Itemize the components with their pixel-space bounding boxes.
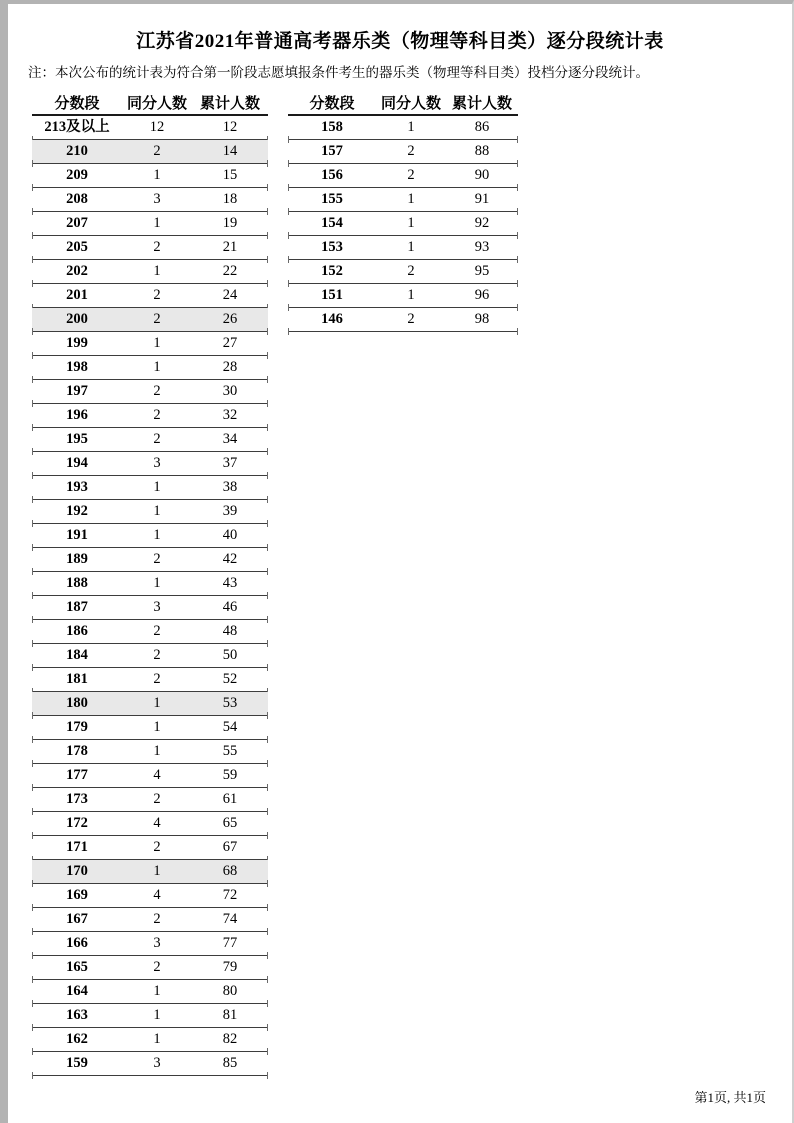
cell-count: 1: [407, 215, 415, 231]
cell-count: 1: [153, 1007, 161, 1023]
cell-cumulative: 77: [222, 935, 238, 951]
cell-cumulative: 12: [222, 119, 238, 135]
cell-score: 188: [66, 575, 88, 591]
cell-count: 2: [153, 959, 161, 975]
cell-cumulative: 48: [222, 623, 238, 639]
cell-cumulative: 79: [222, 959, 238, 975]
table-row: [32, 860, 268, 884]
cell-cumulative: 68: [222, 863, 238, 879]
cell-count: 1: [153, 335, 161, 351]
cell-count: 3: [153, 1055, 161, 1071]
cell-score: 205: [66, 239, 88, 255]
cell-count: 2: [153, 551, 161, 567]
table-row: [32, 644, 268, 668]
cell-score: 213及以上: [44, 119, 110, 135]
cell-score: 155: [321, 191, 343, 207]
table-row: [32, 668, 268, 692]
cell-score: 199: [66, 335, 88, 351]
table-row: [32, 812, 268, 836]
col-header-same-score-count: 同分人数: [380, 96, 441, 112]
cell-cumulative: 93: [474, 239, 490, 255]
table-row: [32, 596, 268, 620]
cell-score: 154: [321, 215, 343, 231]
table-row: [288, 212, 518, 236]
cell-score: 171: [66, 839, 88, 855]
cell-cumulative: 24: [222, 287, 238, 303]
cell-score: 198: [66, 359, 88, 375]
cell-cumulative: 95: [474, 263, 490, 279]
cell-count: 1: [153, 719, 161, 735]
table-row: [288, 284, 518, 308]
table-row: [32, 404, 268, 428]
col-header-score-range: 分数段: [309, 96, 355, 112]
table-row: [32, 1028, 268, 1052]
cell-count: 4: [153, 767, 161, 783]
cell-score: 158: [321, 119, 343, 135]
table-row: [32, 932, 268, 956]
cell-cumulative: 91: [474, 191, 490, 207]
table-row: [32, 716, 268, 740]
table-row: [32, 332, 268, 356]
table-row: [32, 548, 268, 572]
cell-count: 4: [153, 887, 161, 903]
cell-cumulative: 72: [222, 887, 238, 903]
table-row: [288, 116, 518, 140]
cell-score: 172: [66, 815, 88, 831]
cell-score: 180: [66, 695, 88, 711]
cell-count: 1: [153, 575, 161, 591]
table-row: [32, 524, 268, 548]
cell-cumulative: 26: [222, 311, 238, 327]
table-row: [32, 308, 268, 332]
cell-score: 163: [66, 1007, 88, 1023]
cell-score: 184: [66, 647, 88, 663]
table-row: [32, 380, 268, 404]
cell-score: 207: [66, 215, 88, 231]
cell-cumulative: 22: [222, 263, 238, 279]
cell-cumulative: 18: [222, 191, 238, 207]
cell-cumulative: 74: [222, 911, 238, 927]
table-row: [32, 884, 268, 908]
cell-cumulative: 55: [222, 743, 238, 759]
table-header: [288, 92, 518, 116]
cell-score: 195: [66, 431, 88, 447]
cell-cumulative: 15: [222, 167, 238, 183]
col-header-cumulative-count: 累计人数: [199, 96, 260, 112]
table-row: [32, 212, 268, 236]
cell-count: 1: [407, 191, 415, 207]
cell-count: 2: [153, 407, 161, 423]
table-row: [32, 164, 268, 188]
cell-count: 2: [153, 911, 161, 927]
table-row: [288, 164, 518, 188]
cell-score: 173: [66, 791, 88, 807]
cell-count: 1: [407, 239, 415, 255]
cell-score: 191: [66, 527, 88, 543]
table-row: [32, 1004, 268, 1028]
cell-score: 189: [66, 551, 88, 567]
table-row: [32, 500, 268, 524]
cell-cumulative: 19: [222, 215, 238, 231]
cell-count: 2: [153, 383, 161, 399]
cell-cumulative: 32: [222, 407, 238, 423]
cell-cumulative: 27: [222, 335, 238, 351]
table-row: [288, 236, 518, 260]
cell-count: 2: [153, 671, 161, 687]
cell-score: 179: [66, 719, 88, 735]
cell-cumulative: 61: [222, 791, 238, 807]
table-row: [288, 188, 518, 212]
cell-cumulative: 81: [222, 1007, 238, 1023]
cell-score: 159: [66, 1055, 88, 1071]
cell-score: 156: [321, 167, 343, 183]
table-row: [288, 260, 518, 284]
score-table-right: [288, 92, 518, 332]
table-row: [32, 764, 268, 788]
table-row: [288, 140, 518, 164]
table-row: [32, 836, 268, 860]
cell-count: 2: [153, 239, 161, 255]
cell-cumulative: 46: [222, 599, 238, 615]
table-row: [32, 980, 268, 1004]
table-row: [32, 476, 268, 500]
cell-count: 2: [407, 311, 415, 327]
cell-count: 1: [153, 527, 161, 543]
cell-score: 208: [66, 191, 88, 207]
cell-score: 164: [66, 983, 88, 999]
table-row: [32, 1052, 268, 1076]
table-row: [288, 308, 518, 332]
page-number: 第1页, 共1页: [694, 1090, 766, 1105]
cell-score: 162: [66, 1031, 88, 1047]
cell-count: 1: [153, 743, 161, 759]
cell-score: 153: [321, 239, 343, 255]
cell-count: 2: [407, 263, 415, 279]
cell-cumulative: 80: [222, 983, 238, 999]
cell-score: 181: [66, 671, 88, 687]
cell-count: 2: [153, 143, 161, 159]
cell-score: 151: [321, 287, 343, 303]
cell-cumulative: 98: [474, 311, 490, 327]
cell-score: 166: [66, 935, 88, 951]
table-body-left: [32, 116, 268, 1076]
table-row: [32, 572, 268, 596]
cell-count: 2: [153, 431, 161, 447]
cell-count: 2: [153, 311, 161, 327]
table-header: [32, 92, 268, 116]
cell-count: 1: [153, 479, 161, 495]
table-row: [32, 188, 268, 212]
cell-cumulative: 42: [222, 551, 238, 567]
cell-count: 1: [153, 503, 161, 519]
table-row: [32, 956, 268, 980]
cell-count: 2: [407, 167, 415, 183]
table-row: [32, 236, 268, 260]
cell-score: 194: [66, 455, 88, 471]
cell-cumulative: 30: [222, 383, 238, 399]
cell-score: 165: [66, 959, 88, 975]
cell-cumulative: 82: [222, 1031, 238, 1047]
cell-count: 12: [149, 119, 165, 135]
cell-count: 3: [153, 455, 161, 471]
cell-score: 167: [66, 911, 88, 927]
table-row: [32, 788, 268, 812]
cell-score: 193: [66, 479, 88, 495]
table-body-right: [288, 116, 518, 332]
cell-count: 3: [153, 599, 161, 615]
cell-score: 146: [321, 311, 343, 327]
cell-cumulative: 38: [222, 479, 238, 495]
col-header-score-range: 分数段: [54, 96, 100, 112]
cell-count: 1: [153, 983, 161, 999]
cell-count: 2: [153, 287, 161, 303]
cell-count: 3: [153, 935, 161, 951]
cell-score: 192: [66, 503, 88, 519]
table-row: [32, 452, 268, 476]
cell-score: 170: [66, 863, 88, 879]
cell-count: 1: [407, 119, 415, 135]
cell-cumulative: 14: [222, 143, 238, 159]
cell-cumulative: 43: [222, 575, 238, 591]
cell-count: 2: [153, 791, 161, 807]
cell-cumulative: 40: [222, 527, 238, 543]
cell-count: 2: [153, 623, 161, 639]
cell-score: 197: [66, 383, 88, 399]
table-row: [32, 260, 268, 284]
cell-cumulative: 54: [222, 719, 238, 735]
cell-score: 152: [321, 263, 343, 279]
cell-score: 202: [66, 263, 88, 279]
cell-cumulative: 37: [222, 455, 238, 471]
cell-score: 201: [66, 287, 88, 303]
cell-count: 1: [153, 1031, 161, 1047]
cell-count: 1: [153, 215, 161, 231]
cell-count: 1: [153, 695, 161, 711]
cell-score: 157: [321, 143, 343, 159]
cell-count: 1: [153, 863, 161, 879]
cell-score: 169: [66, 887, 88, 903]
cell-score: 209: [66, 167, 88, 183]
cell-score: 187: [66, 599, 88, 615]
cell-cumulative: 65: [222, 815, 238, 831]
cell-count: 4: [153, 815, 161, 831]
cell-cumulative: 39: [222, 503, 238, 519]
table-row: [32, 284, 268, 308]
cell-score: 210: [66, 143, 88, 159]
cell-cumulative: 21: [222, 239, 238, 255]
cell-score: 178: [66, 743, 88, 759]
col-header-same-score-count: 同分人数: [126, 96, 187, 112]
cell-count: 1: [407, 287, 415, 303]
cell-cumulative: 90: [474, 167, 490, 183]
cell-count: 1: [153, 167, 161, 183]
cell-cumulative: 59: [222, 767, 238, 783]
cell-score: 200: [66, 311, 88, 327]
cell-score: 177: [66, 767, 88, 783]
cell-cumulative: 96: [474, 287, 490, 303]
cell-cumulative: 50: [222, 647, 238, 663]
note-text: 注：本次公布的统计表为符合第一阶段志愿填报条件考生的器乐类（物理等科目类）投档分逐分段统计。: [28, 65, 649, 80]
table-row: [32, 620, 268, 644]
cell-cumulative: 67: [222, 839, 238, 855]
page-title: 江苏省2021年普通高考器乐类（物理等科目类）逐分段统计表: [136, 31, 664, 52]
cell-count: 3: [153, 191, 161, 207]
score-table-left: [32, 92, 268, 1076]
cell-cumulative: 53: [222, 695, 238, 711]
cell-cumulative: 88: [474, 143, 490, 159]
cell-cumulative: 52: [222, 671, 238, 687]
table-row: [32, 740, 268, 764]
cell-cumulative: 85: [222, 1055, 238, 1071]
table-row: [32, 908, 268, 932]
cell-cumulative: 34: [222, 431, 238, 447]
table-row: [32, 692, 268, 716]
cell-cumulative: 92: [474, 215, 490, 231]
cell-count: 1: [153, 263, 161, 279]
table-row: [32, 356, 268, 380]
cell-count: 2: [153, 647, 161, 663]
table-row: [32, 140, 268, 164]
table-row: [32, 428, 268, 452]
cell-count: 1: [153, 359, 161, 375]
cell-score: 186: [66, 623, 88, 639]
col-header-cumulative-count: 累计人数: [451, 96, 512, 112]
cell-cumulative: 28: [222, 359, 238, 375]
cell-count: 2: [407, 143, 415, 159]
cell-score: 196: [66, 407, 88, 423]
table-row: [32, 116, 268, 140]
cell-cumulative: 86: [474, 119, 490, 135]
cell-count: 2: [153, 839, 161, 855]
